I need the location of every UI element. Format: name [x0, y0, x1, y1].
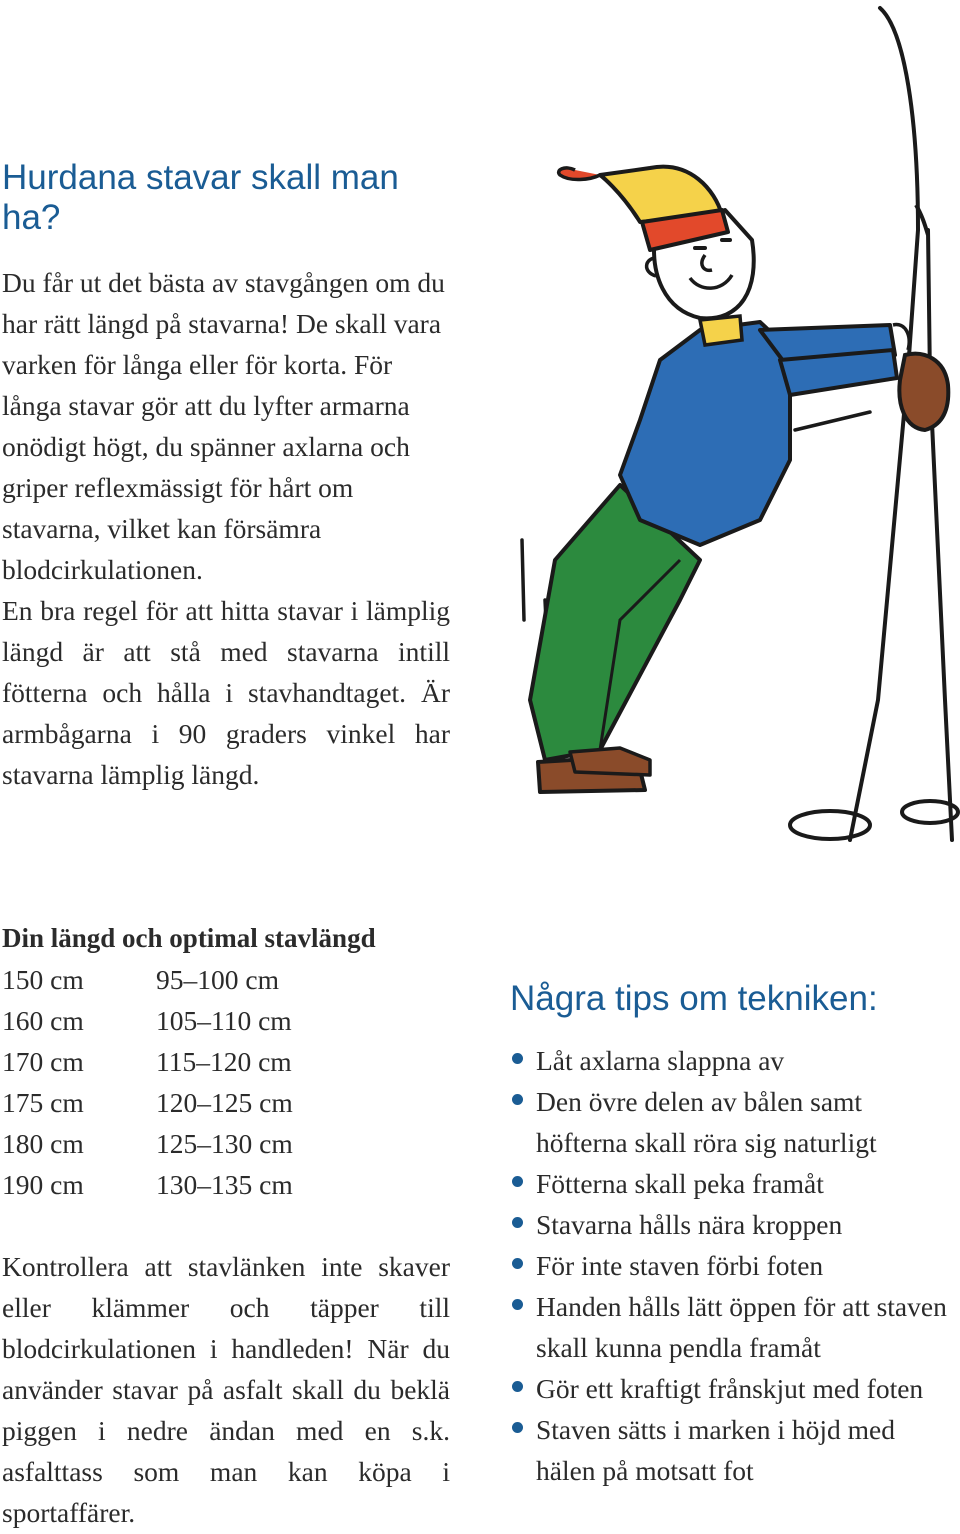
height-cell: 180 cm [2, 1128, 84, 1159]
pole-cell: 105–110 cm [156, 1005, 292, 1036]
tips-heading: Några tips om tekniken: [510, 979, 878, 1018]
list-item: Gör ett kraftigt frånskjut med foten [510, 1368, 955, 1409]
list-item: För inte staven förbi foten [510, 1245, 955, 1286]
table-row [2, 1041, 293, 1082]
list-item: Handen hålls lätt öppen för att staven skall kunna pendla framåt [510, 1286, 955, 1368]
pole-basket-left [790, 811, 870, 839]
pole-left [850, 8, 918, 840]
sweater [620, 322, 790, 545]
nordic-walker-illustration [510, 0, 960, 860]
strap-note: Kontrollera att stavlänken inte skaver eller klämmer och täpper till blodcirkulationen i handleden! När du använder stavar på asfalt skall du beklä piggen i nedre ändan med en s.k. asfalttass som man kan köpa i sportaffärer. [2, 1251, 450, 1528]
pole-right [928, 230, 952, 840]
height-cell: 175 cm [2, 1087, 84, 1118]
hand-grip [899, 354, 948, 430]
page-heading: Hurdana stavar skall man ha? [2, 158, 399, 237]
pole-cell: 115–120 cm [156, 1046, 292, 1077]
pole-cell: 120–125 cm [156, 1087, 293, 1118]
list-item: Låt axlarna slappna av [510, 1040, 955, 1081]
tips-list [510, 1040, 955, 1491]
pole-cell: 95–100 cm [156, 964, 279, 995]
height-cell: 190 cm [2, 1169, 84, 1200]
table-title: Din längd och optimal stavlängd [2, 923, 376, 953]
intro-paragraph-1: Du får ut det bästa av stavgången om du har rätt längd på stavarna! De skall vara varken för långa eller för korta. För långa stavar gör att du lyfter armarna onödigt högt, du spänner axlarna och griper reflexmässigt för hårt om stavarna, vilket kan försämra blodcirkulationen. [2, 267, 445, 585]
height-cell: 150 cm [2, 964, 84, 995]
arm-lower [780, 350, 897, 395]
list-item: Den övre delen av bålen samt höfterna skall röra sig naturligt [510, 1081, 955, 1163]
hat-tassel [559, 168, 600, 180]
length-table [2, 959, 293, 1205]
list-item: Stavarna hålls nära kroppen [510, 1204, 955, 1245]
table-row [2, 1082, 293, 1123]
pole-cell: 130–135 cm [156, 1169, 293, 1200]
table-row [2, 1164, 293, 1205]
shoe-front [570, 748, 650, 775]
height-cell: 160 cm [2, 1005, 84, 1036]
collar [700, 316, 742, 345]
table-row [2, 1123, 293, 1164]
table-row [2, 1000, 293, 1041]
intro-paragraph-2: En bra regel för att hitta stavar i lämplig längd är att stå med stavarna intill fötterna och hålla i stavhandtaget. Är armbågarna i 90 graders vinkel har stavarna lämplig längd. [2, 595, 450, 790]
intro-text [2, 262, 450, 795]
table-row [2, 959, 293, 1000]
pole-length-table [2, 918, 462, 1205]
pole-cell: 125–130 cm [156, 1128, 293, 1159]
list-item: Staven sätts i marken i höjd med hälen på motsatt fot [510, 1409, 955, 1491]
list-item: Fötterna skall peka framåt [510, 1163, 955, 1204]
height-cell: 170 cm [2, 1046, 84, 1077]
